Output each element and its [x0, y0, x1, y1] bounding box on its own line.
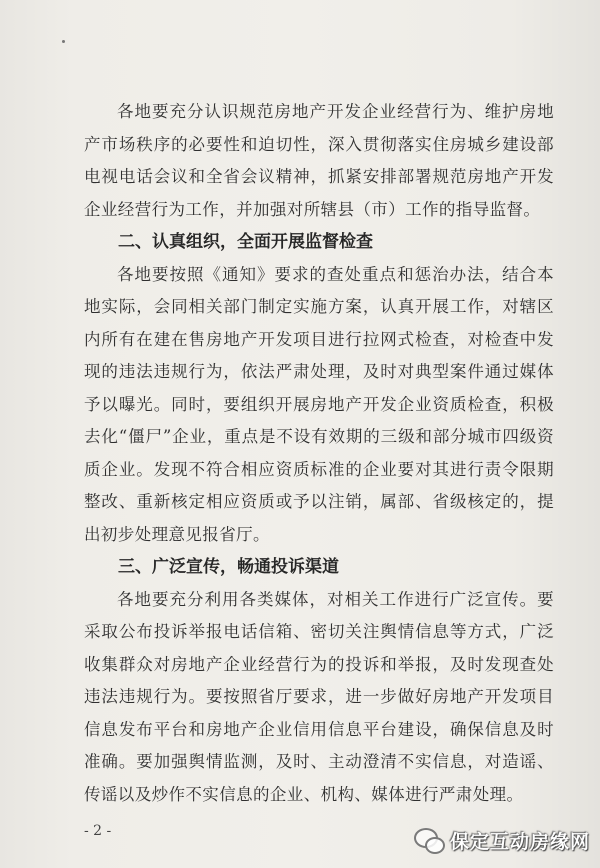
paragraph-intro: 各地要充分认识规范房地产开发企业经营行为、维护房地产市场秩序的必要性和迫切性，深入贯彻落实住房城乡建设部电视电话会议和全省会议精神，抓紧安排部署规范房地产开发企业经营行为工作，并加强对所辖县（市）工作的指导监督。: [84, 102, 554, 219]
section-heading-3: 三、广泛宣传，畅通投诉渠道: [118, 557, 339, 577]
paragraph-publicity: 各地要充分利用各类媒体，对相关工作进行广泛宣传。要采取公布投诉举报电话信箱、密切关注舆情信息等方式，广泛收集群众对房地产企业经营行为的投诉和举报，及时发现查处违法违规行为。要按照省厅要求，进一步做好房地产开发项目信息发布平台和房地产企业信用信息平台建设，确保信息及时准确。要加强舆情监测，及时、主动澄清不实信息，对造谣、传谣以及炒作不实信息的企业、机构、媒体进行严肃处理。: [84, 589, 554, 804]
paragraph-inspection: 各地要按照《通知》要求的查处重点和惩治办法，结合本地实际，会同相关部门制定实施方案，认真开展工作，对辖区内所有在建在售房地产开发项目进行拉网式检查，对检查中发现的违法违规行为，依法严肃处理，及时对典型案件通过媒体予以曝光。同时，要组织开展房地产开发企业资质检查，积极去化“僵尸”企业，重点是不设有效期的三级和部分城市四级资质企业。发现不符合相应资质标准的企业要对其进行责令限期整改、重新核定相应资质或予以注销，属部、省级核定的，提出初步处理意见报省厅。: [84, 264, 554, 544]
section-heading-2: 二、认真组织，全面开展监督检查: [118, 232, 373, 252]
watermark: [414, 827, 590, 854]
wechat-icon: [414, 828, 444, 854]
document-body: [84, 96, 554, 811]
page-number: - 2 -: [84, 823, 112, 839]
scan-speck: [62, 40, 65, 43]
watermark-text: 保定互动房缘网: [449, 831, 590, 853]
